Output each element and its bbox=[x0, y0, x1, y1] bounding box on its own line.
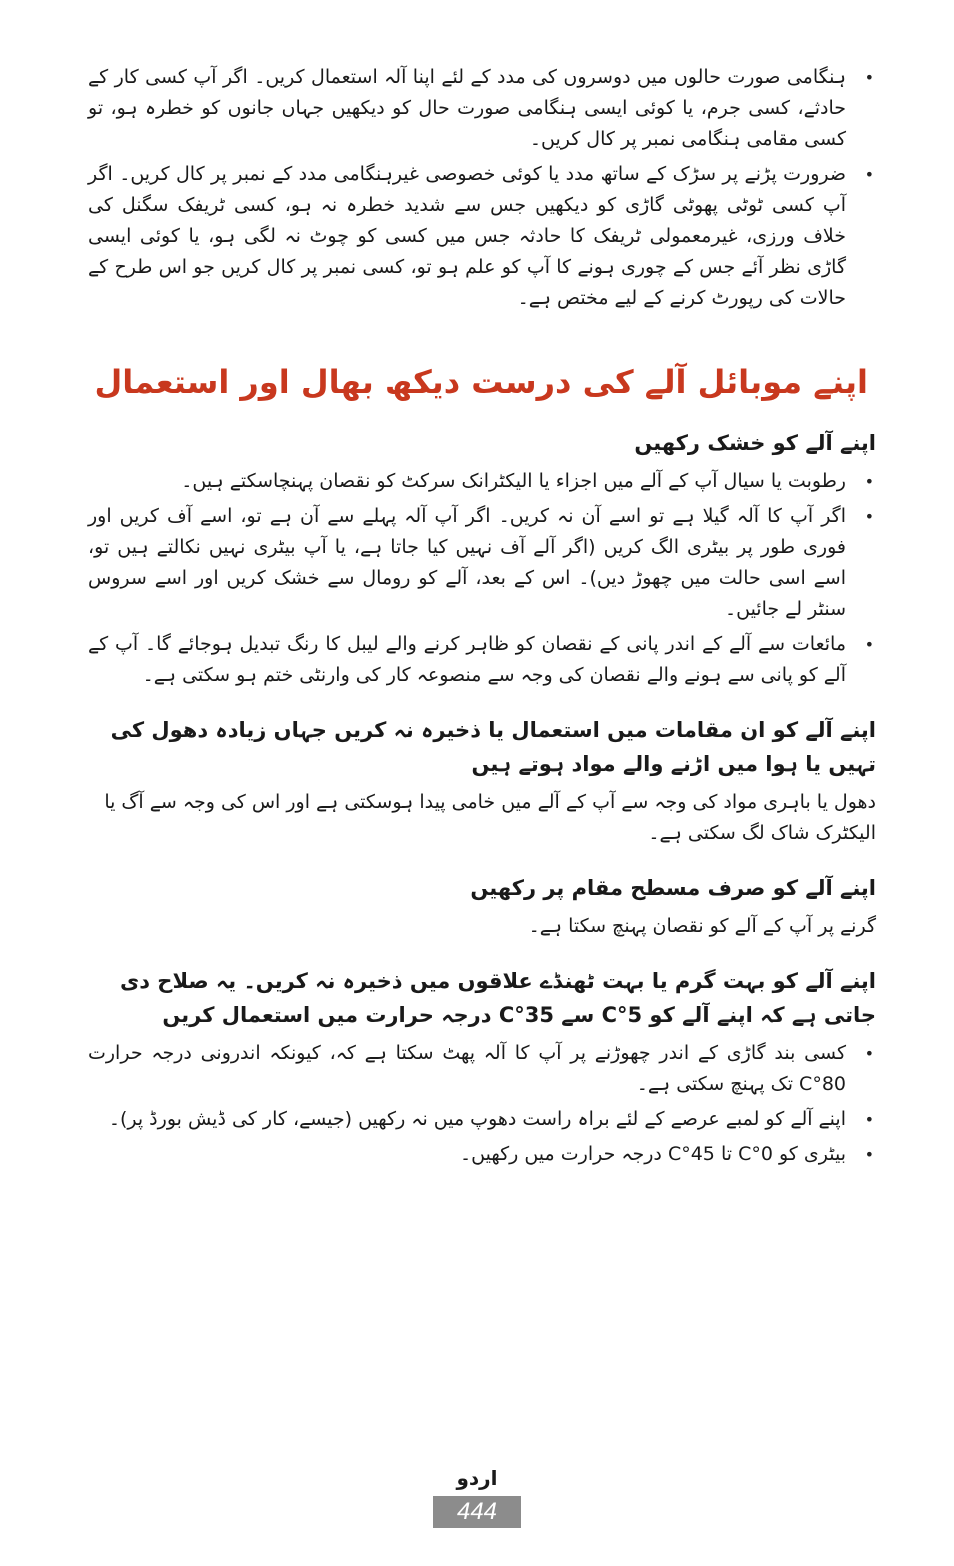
list-item bbox=[88, 159, 876, 314]
heading-temperature: اپنے آلے کو بہت گرم یا بہت ٹھنڈے علاقوں میں ذخیرہ نہ کریں۔ یہ صلاح دی جاتی ہے کہ اپنے آلے کو 5°C سے 35°C درجہ حرارت میں استعمال کریں bbox=[119, 969, 876, 1027]
footer-language: اردو bbox=[456, 1466, 498, 1490]
bullet-text: اگر آپ کا آلہ گیلا ہے تو اسے آن نہ کریں۔ اگر آپ آلہ پہلے سے آن ہے تو، اسے آف کریں اور فوری طور پر بیٹری الگ کریں (اگر آلے آف نہیں کیا جاتا ہے، یا آپ بیٹری نہیں نکالتے ہیں تو، اسے اسی حالت میں چھوڑ دیں)۔ اس کے بعد، آلے کو رومال سے خشک کریں اور اسے سروس سنٹر لے جائیں۔ bbox=[88, 505, 846, 620]
bullet-icon: • bbox=[864, 1044, 874, 1063]
bullet-icon: • bbox=[864, 635, 874, 654]
bullet-icon: • bbox=[864, 68, 874, 87]
bullet-text: رطوبت یا سیال آپ کے آلے میں اجزاء یا الیکٹرانک سرکٹ کو نقصان پہنچاسکتے ہیں۔ bbox=[181, 470, 846, 492]
keep-dry-list bbox=[88, 466, 876, 691]
list-item bbox=[88, 62, 876, 155]
heading-dust: اپنے آلے کو ان مقامات میں استعمال یا ذخیرہ نہ کریں جہاں زیادہ دھول کی تہیں یا ہوا میں اڑنے والے مواد ہوتے ہیں bbox=[110, 718, 876, 776]
page-number: 444 bbox=[433, 1496, 521, 1528]
list-item bbox=[88, 501, 876, 625]
heading-keep-dry: اپنے آلے کو خشک رکھیں bbox=[634, 431, 876, 455]
bullet-icon: • bbox=[864, 507, 874, 526]
intro-bullet-list bbox=[88, 62, 876, 314]
section-title: اپنے موبائل آلے کی درست دیکھ بھال اور استعمال bbox=[94, 363, 868, 401]
bullet-icon: • bbox=[864, 1110, 874, 1129]
list-item bbox=[88, 1139, 876, 1170]
list-item bbox=[88, 466, 876, 497]
bullet-icon: • bbox=[864, 165, 874, 184]
bullet-text: بیٹری کو 0°C تا 45°C درجہ حرارت میں رکھیں۔ bbox=[460, 1143, 846, 1165]
bullet-icon: • bbox=[864, 472, 874, 491]
bullet-text: ضرورت پڑنے پر سڑک کے ساتھ مدد یا کوئی خصوصی غیرہنگامی مدد کے نمبر پر کال کریں۔ اگر آپ کسی ٹوٹی پھوٹی گاڑی کو دیکھیں جس سے شدید خطرہ نہ ہو، کسی ٹریفک سگنل کی خلاف ورزی، غیرمعمولی ٹریفک کا حادثہ جس میں کسی کو چوٹ نہ لگی ہو، یا کوئی ایسی گاڑی نظر آئے جس کے چوری ہونے کا آپ کو علم ہو تو، کسی نمبر پر کال کریں جو اس طرح کے حالات کی رپورٹ کرنے کے لیے مختص ہے۔ bbox=[88, 163, 846, 309]
list-item bbox=[88, 1038, 876, 1100]
list-item bbox=[88, 629, 876, 691]
heading-flat-surface: اپنے آلے کو صرف مسطح مقام پر رکھیں bbox=[470, 876, 876, 900]
bullet-icon: • bbox=[864, 1145, 874, 1164]
flat-surface-paragraph: گرنے پر آپ کے آلے کو نقصان پہنچ سکتا ہے۔ bbox=[528, 915, 876, 937]
page-footer bbox=[0, 1466, 954, 1528]
bullet-text: اپنے آلے کو لمبے عرصے کے لئے براہ راست دھوپ میں نہ رکھیں (جیسے، کار کی ڈیش بورڈ پر)۔ bbox=[108, 1108, 846, 1130]
page-content bbox=[88, 62, 876, 1174]
bullet-text: کسی بند گاڑی کے اندر چھوڑنے پر آپ کا آلہ پھٹ سکتا ہے کہ، کیونکہ اندرونی درجہ حرارت 80°C تک پہنچ سکتی ہے۔ bbox=[88, 1042, 846, 1095]
bullet-text: مائعات سے آلے کے اندر پانی کے نقصان کو ظاہر کرنے والے لیبل کا رنگ تبدیل ہوجائے گا۔ آپ کے آلے کو پانی سے ہونے والے نقصان کی وجہ سے منصوعہ کار کی وارنٹی ختم ہو سکتی ہے۔ bbox=[88, 633, 846, 686]
dust-paragraph: دھول یا باہری مواد کی وجہ سے آپ کے آلے میں خامی پیدا ہوسکتی ہے اور اس کی وجہ سے آگ یا الیکٹرک شاک لگ سکتی ہے۔ bbox=[104, 791, 876, 844]
bullet-text: ہنگامی صورت حالوں میں دوسروں کی مدد کے لئے اپنا آلہ استعمال کریں۔ اگر آپ کسی کار کے حادثے، کسی جرم، یا کوئی ایسی ہنگامی صورت حال کو دیکھیں جہاں جانوں کو خطرہ ہو، تو کسی مقامی ہنگامی نمبر پر کال کریں۔ bbox=[88, 66, 846, 150]
list-item bbox=[88, 1104, 876, 1135]
temperature-list bbox=[88, 1038, 876, 1170]
